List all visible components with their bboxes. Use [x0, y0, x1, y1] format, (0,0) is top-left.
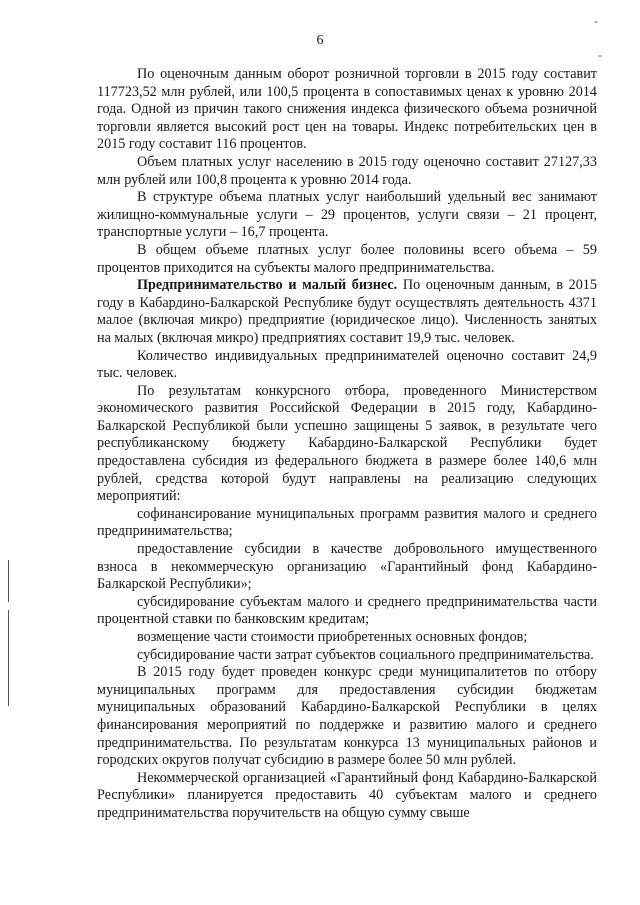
document-body: [97, 66, 597, 823]
paragraph: В 2015 году будет проведен конкурс среди муниципалитетов по отбору муниципальных программ для предоставления субсидии бюджетам муниципальных образований Кабардино-Балкарской Республики в целях финансирования мероприятий по поддержке и развитию малого и среднего предпринимательства. По результатам конкурса 13 муниципальных районов и городских округов получат субсидию в размере более 50 млн рублей.: [97, 664, 597, 769]
list-item: предоставление субсидии в качестве добровольного имущественного взноса в некоммерческую организацию «Гарантийный фонд Кабардино-Балкарской Республики»;: [97, 541, 597, 593]
paragraph: По результатам конкурсного отбора, проведенного Министерством экономического развития Российской Федерации в 2015 году, Кабардино-Балкарской Республикой были успешно защищены 5 заявок, в результате чего республиканскому бюджету Кабардино-Балкарской Республики будет предоставлена субсидия из федерального бюджета в размере более 140,6 млн рублей, средства которой будут направлены на реализацию следующих мероприятий:: [97, 382, 597, 505]
paragraph: В общем объеме платных услуг более половины всего объема – 59 процентов приходится на субъекты малого предпринимательства.: [97, 241, 597, 276]
paragraph: Количество индивидуальных предпринимателей оценочно составит 24,9 тыс. человек.: [97, 347, 597, 382]
list-item: софинансирование муниципальных программ развития малого и среднего предпринимательства;: [97, 505, 597, 540]
paragraph: В структуре объема платных услуг наибольший удельный вес занимают жилищно-коммунальные услуги – 29 процентов, услуги связи – 21 процент, транспортные услуги – 16,7 процента.: [97, 189, 597, 241]
scan-edge-line: [8, 560, 9, 602]
paragraph: [97, 277, 597, 347]
paragraph: По оценочным данным оборот розничной торговли в 2015 году составит 117723,52 млн рублей, или 100,5 процента в сопоставимых ценах к уровню 2014 года. Одной из причин такого снижения индекса физического объема розничной торговли является высокий рост цен на товары. Индекс потребительских цен в 2015 году составит 116 процентов.: [97, 66, 597, 153]
list-item: субсидирование части затрат субъектов социального предпринимательства.: [137, 646, 594, 663]
paragraph: Объем платных услуг населению в 2015 году оценочно составит 27127,33 млн рублей или 100,8 процента к уровню 2014 года.: [97, 153, 597, 188]
paragraph: Некоммерческой организацией «Гарантийный фонд Кабардино-Балкарской Республики» планируется предоставить 40 субъектам малого и среднего предпринимательства поручительств на общую сумму свыше: [97, 769, 597, 821]
paragraph-text: По оценочным данным, в 2015 году в Кабардино-Балкарской Республике будут осуществлять деятельность 4371 малое (включая микро) предприятие (юридическое лицо). Численность занятых на малых (включая микро) предприятиях составит 19,9 тыс. человек.: [97, 277, 597, 346]
scan-mark: -: [598, 48, 602, 62]
list-item: субсидирование субъектам малого и среднего предпринимательства части процентной ставки по банковским кредитам;: [97, 593, 597, 628]
list-item: возмещение части стоимости приобретенных основных фондов;: [137, 629, 528, 645]
scan-edge-line: [8, 610, 9, 706]
scan-mark: -: [594, 14, 598, 28]
section-heading: Предпринимательство и малый бизнес.: [137, 277, 398, 294]
page-number: 6: [316, 33, 324, 48]
